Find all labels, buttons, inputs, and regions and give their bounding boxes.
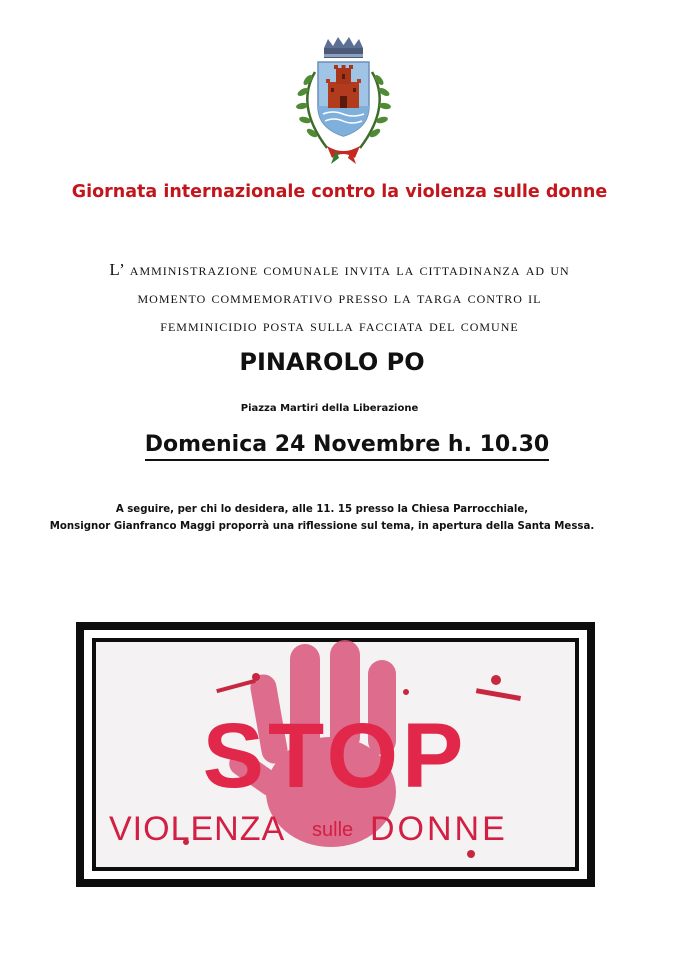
municipal-coat-of-arms-icon	[281, 36, 406, 166]
poster-stop-word: STOP	[202, 705, 468, 807]
followup-line: Monsignor Gianfranco Maggi proporrà una riflessione sul tema, in apertura della Santa Messa.	[49, 521, 595, 532]
stop-violence-poster	[76, 622, 595, 887]
followup-line: A seguire, per chi lo desidera, alle 11. 15 presso la Chiesa Parrocchiale,	[115, 504, 529, 515]
invitation-line: femminicidio posta sulla facciata del comune	[160, 316, 519, 335]
poster-donne: DONNE	[370, 810, 508, 848]
event-datetime	[0, 432, 679, 457]
poster-violenza: VIOLENZA	[109, 810, 286, 848]
event-location: Piazza Martiri della Liberazione	[240, 403, 419, 414]
poster-sulle: sulle	[312, 819, 354, 841]
invitation-line: momento commemorativo presso la targa contro il	[137, 288, 542, 307]
event-datetime-text: Domenica 24 Novembre h. 10.30	[145, 432, 549, 461]
event-title: Giornata internazionale contro la violenza sulle donne	[71, 182, 608, 202]
followup-text	[0, 501, 644, 535]
invitation-text	[20, 256, 659, 340]
invitation-line: L’ amministrazione comunale invita la cittadinanza ad un	[109, 260, 570, 279]
town-name: PINAROLO PO	[239, 348, 425, 376]
coat-of-arms	[281, 36, 406, 166]
